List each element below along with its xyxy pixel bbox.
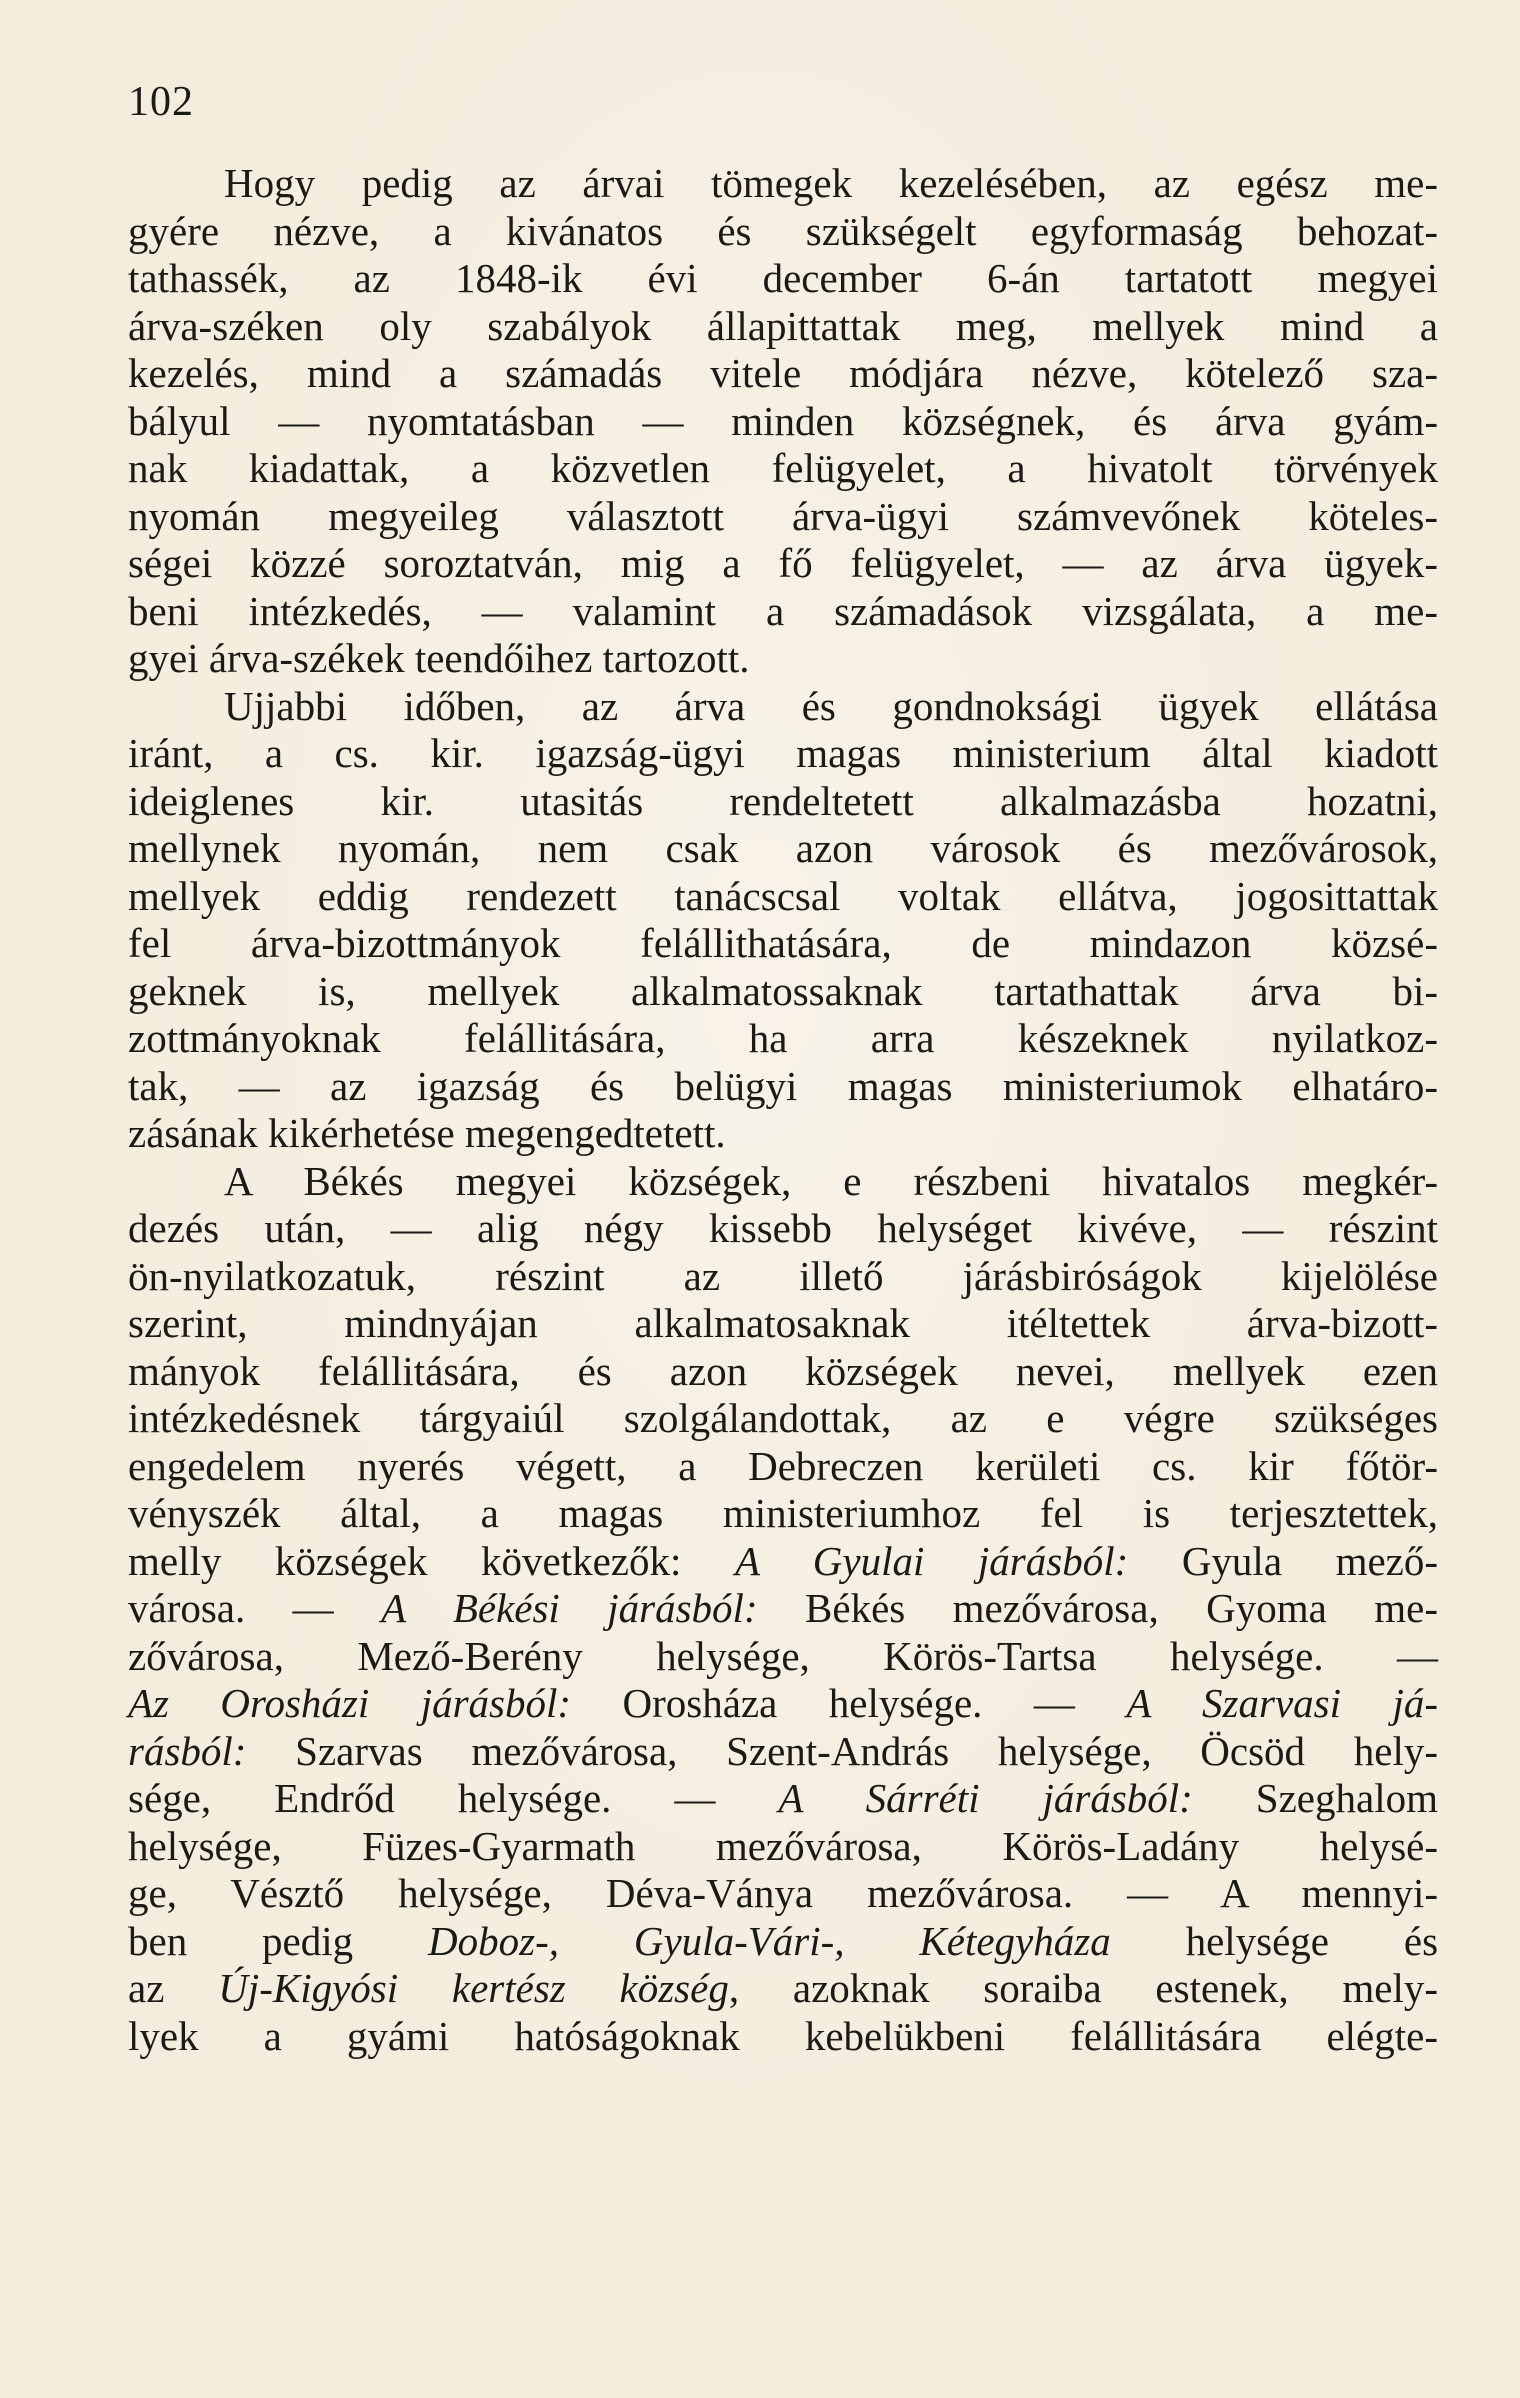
text-segment: Békés mezővárosa, Gyoma me- — [757, 1585, 1438, 1631]
text-line: mányok felállitására, és azon községek nevei, mellyek ezen — [128, 1347, 1438, 1394]
italic-segment: A Szarvasi já- — [1126, 1680, 1438, 1726]
italic-segment: Kétegyháza — [919, 1917, 1111, 1964]
text-line — [128, 1680, 1438, 1728]
text-line: gyére nézve, a kivánatos és szükségelt egyformaság behozat- — [128, 207, 1438, 254]
text-line — [128, 1775, 1438, 1823]
page-number: 102 — [128, 79, 194, 125]
text-line: kezelés, mind a számadás vitele módjára nézve, kötelező sza- — [128, 350, 1438, 396]
text-line — [128, 1585, 1438, 1633]
text-segment: Orosháza helysége. — — [571, 1680, 1127, 1726]
text-line: ségei közzé soroztatván, mig a fő felügyelet, — az árva ügyek- — [128, 540, 1438, 586]
text-segment: , azoknak soraiba estenek, mely- — [728, 1965, 1439, 2011]
italic-segment: Az Orosházi járásból: — [128, 1680, 572, 1726]
body-text — [128, 160, 1438, 2060]
text-line: Hogy pedig az árvai tömegek kezelésében, az egész me- — [224, 160, 1438, 206]
text-segment: az — [128, 1965, 219, 2011]
text-line: geknek is, mellyek alkalmatossaknak tartathattak árva bi- — [128, 967, 1438, 1014]
text-line: ideiglenes kir. utasitás rendeltetett alkalmazásba hozatni, — [128, 777, 1438, 824]
text-line: zottmányoknak felállitására, ha arra készeknek nyilatkoz- — [128, 1015, 1438, 1061]
text-line: zővárosa, Mező-Berény helysége, Körös-Tartsa helysége. — — [128, 1632, 1438, 1679]
text-line: iránt, a cs. kir. igazság-ügyi magas ministerium által kiadott — [128, 730, 1438, 776]
text-segment: Szarvas mezővárosa, Szent-András helysége, Öcsöd hely- — [246, 1727, 1438, 1774]
text-line: intézkedésnek tárgyaiúl szolgálandottak, az e végre szükséges — [128, 1395, 1438, 1441]
text-line — [128, 1965, 1438, 2013]
text-line: ge, Vésztő helysége, Déva-Ványa mezővárosa. — A mennyi- — [128, 1870, 1438, 1916]
text-line: nyomán megyeileg választott árva-ügyi számvevőnek köteles- — [128, 492, 1438, 539]
text-segment: melly községek következők: — [128, 1537, 735, 1584]
italic-segment: rásból: — [128, 1727, 247, 1774]
italic-segment: Doboz-, — [428, 1917, 559, 1964]
text-line: bályul — nyomtatásban — minden községnek, és árva gyám- — [128, 397, 1438, 444]
text-line: lyek a gyámi hatóságoknak kebelükbeni felállitására elégte- — [128, 2012, 1438, 2059]
text-segment: Gyula mező- — [1128, 1537, 1439, 1584]
text-line: nak kiadattak, a közvetlen felügyelet, a hivatolt törvények — [128, 445, 1438, 491]
text-line: beni intézkedés, — valamint a számadások vizsgálata, a me- — [128, 587, 1438, 634]
text-line — [128, 1728, 1438, 1776]
text-line: mellynek nyomán, nem csak azon városok és mezővárosok, — [128, 825, 1438, 871]
italic-segment: A Gyulai járásból: — [734, 1537, 1129, 1584]
text-segment: helysége és — [1110, 1917, 1439, 1964]
text-line — [128, 1538, 1438, 1586]
text-line: mellyek eddig rendezett tanácscsal voltak ellátva, jogosittattak — [128, 872, 1438, 919]
text-segment: ben pedig — [128, 1917, 429, 1964]
text-line: vényszék által, a magas ministeriumhoz fel is terjesztettek, — [128, 1490, 1438, 1536]
text-segment: városa. — — [128, 1585, 382, 1631]
italic-segment: A Sárréti járásból: — [778, 1775, 1193, 1821]
italic-segment: A Békési járásból: — [381, 1585, 758, 1631]
text-line: engedelem nyerés végett, a Debreczen kerületi cs. kir főtör- — [128, 1442, 1438, 1489]
italic-segment: Gyula-Vári-, — [633, 1917, 845, 1964]
text-line: helysége, Füzes-Gyarmath mezővárosa, Körös-Ladány helysé- — [128, 1822, 1438, 1869]
text-line: árva-széken oly szabályok állapittattak meg, mellyek mind a — [128, 302, 1438, 349]
text-segment: sége, Endrőd helysége. — — [128, 1775, 779, 1821]
text-line: tak, — az igazság és belügyi magas ministeriumok elhatáro- — [128, 1062, 1438, 1109]
text-line — [128, 1918, 1438, 1966]
text-line: A Békés megyei községek, e részbeni hivatalos megkér- — [224, 1157, 1438, 1204]
text-line: zásának kikérhetése megengedtetett. — [128, 1110, 726, 1156]
text-line: dezés után, — alig négy kissebb helységet kivéve, — részint — [128, 1205, 1438, 1251]
text-line: Ujjabbi időben, az árva és gondnoksági ügyek ellátása — [224, 682, 1438, 729]
text-line: fel árva-bizottmányok felállithatására, de mindazon közsé- — [128, 920, 1438, 966]
text-line: tathassék, az 1848-ik évi december 6-án tartatott megyei — [128, 255, 1438, 301]
text-segment: Szeghalom — [1192, 1775, 1438, 1821]
text-segment — [845, 1918, 920, 1964]
text-line: szerint, mindnyájan alkalmatosaknak itéltettek árva-bizott- — [128, 1300, 1438, 1346]
italic-segment: Új-Kigyósi kertész község — [218, 1965, 729, 2011]
text-line: gyei árva-székek teendőihez tartozott. — [128, 635, 750, 681]
text-segment — [559, 1918, 634, 1964]
text-line: ön-nyilatkozatuk, részint az illető járásbiróságok kijelölése — [128, 1252, 1438, 1299]
